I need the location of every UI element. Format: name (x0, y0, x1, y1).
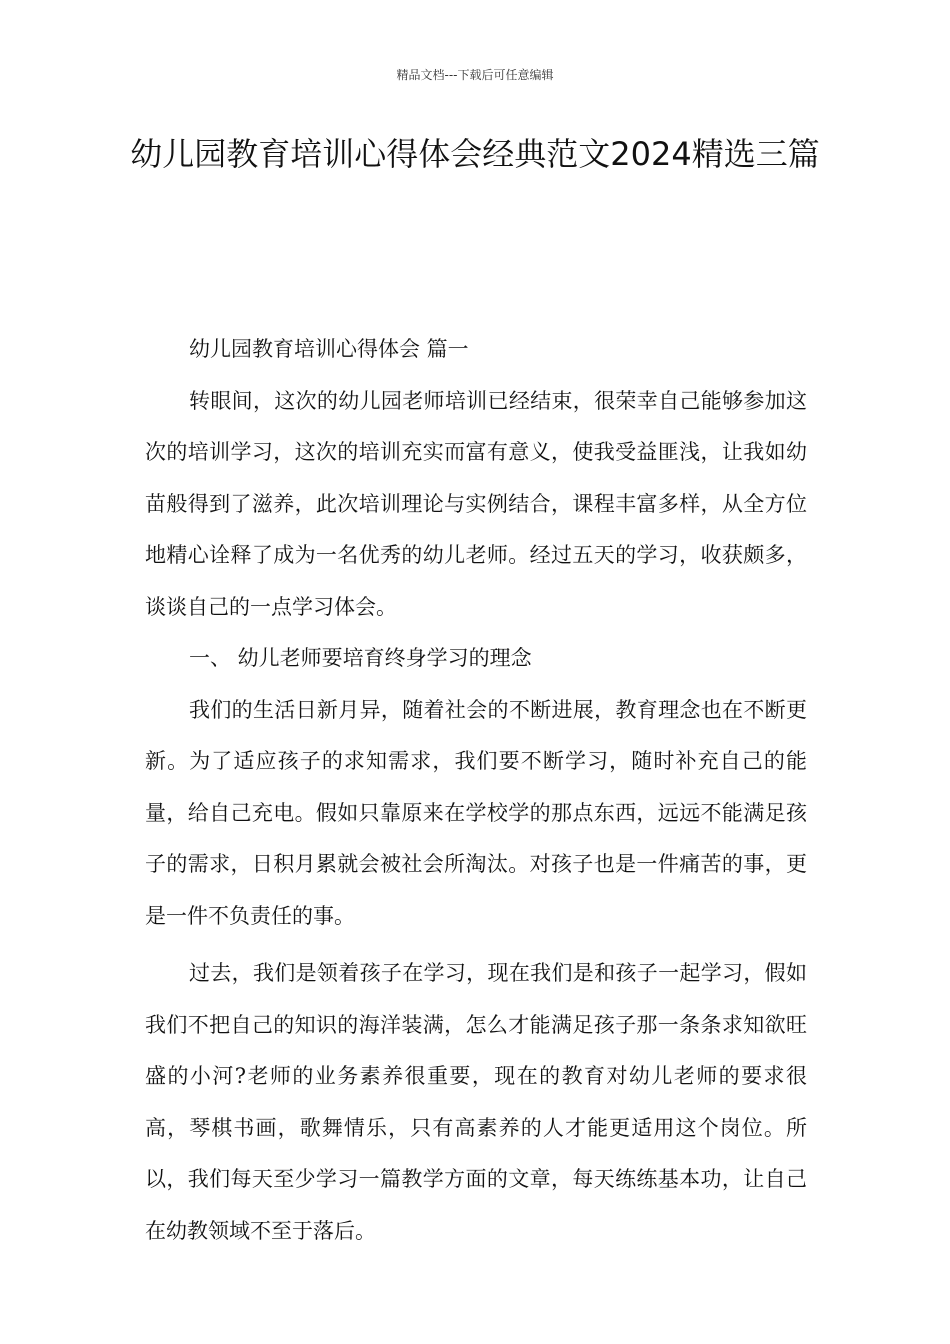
document-body (145, 324, 807, 1257)
paragraph-3: 过去，我们是领着孩子在学习，现在我们是和孩子一起学习，假如我们不把自己的知识的海洋装满，怎么才能满足孩子那一条条求知欲旺盛的小河?老师的业务素养很重要，现在的教育对幼儿老师的要求很高，琴棋书画，歌舞情乐，只有高素养的人才能更适用这个岗位。所以，我们每天至少学习一篇教学方面的文章，每天练练基本功，让自己在幼教领域不至于落后。 (145, 961, 807, 1243)
document-title: 幼儿园教育培训心得体会经典范文2024精选三篇 (130, 135, 820, 173)
section-subtitle: 幼儿园教育培训心得体会 篇一 (189, 337, 469, 361)
page-header: 精品文档---下载后可任意编辑 (396, 68, 554, 82)
paragraph-2: 我们的生活日新月异，随着社会的不断进展，教育理念也在不断更新。为了适应孩子的求知需求，我们要不断学习，随时补充自己的能量，给自己充电。假如只靠原来在学校学的那点东西，远远不能满足孩子的需求，日积月累就会被社会所淘汰。对孩子也是一件痛苦的事，更是一件不负责任的事。 (145, 697, 807, 928)
section-heading-1: 一、 幼儿老师要培育终身学习的理念 (189, 646, 532, 670)
paragraph-1: 转眼间，这次的幼儿园老师培训已经结束，很荣幸自己能够参加这次的培训学习，这次的培训充实而富有意义，使我受益匪浅，让我如幼苗般得到了滋养，此次培训理论与实例结合，课程丰富多样，从全方位地精心诠释了成为一名优秀的幼儿老师。经过五天的学习，收获颇多，谈谈自己的一点学习体会。 (145, 388, 807, 619)
